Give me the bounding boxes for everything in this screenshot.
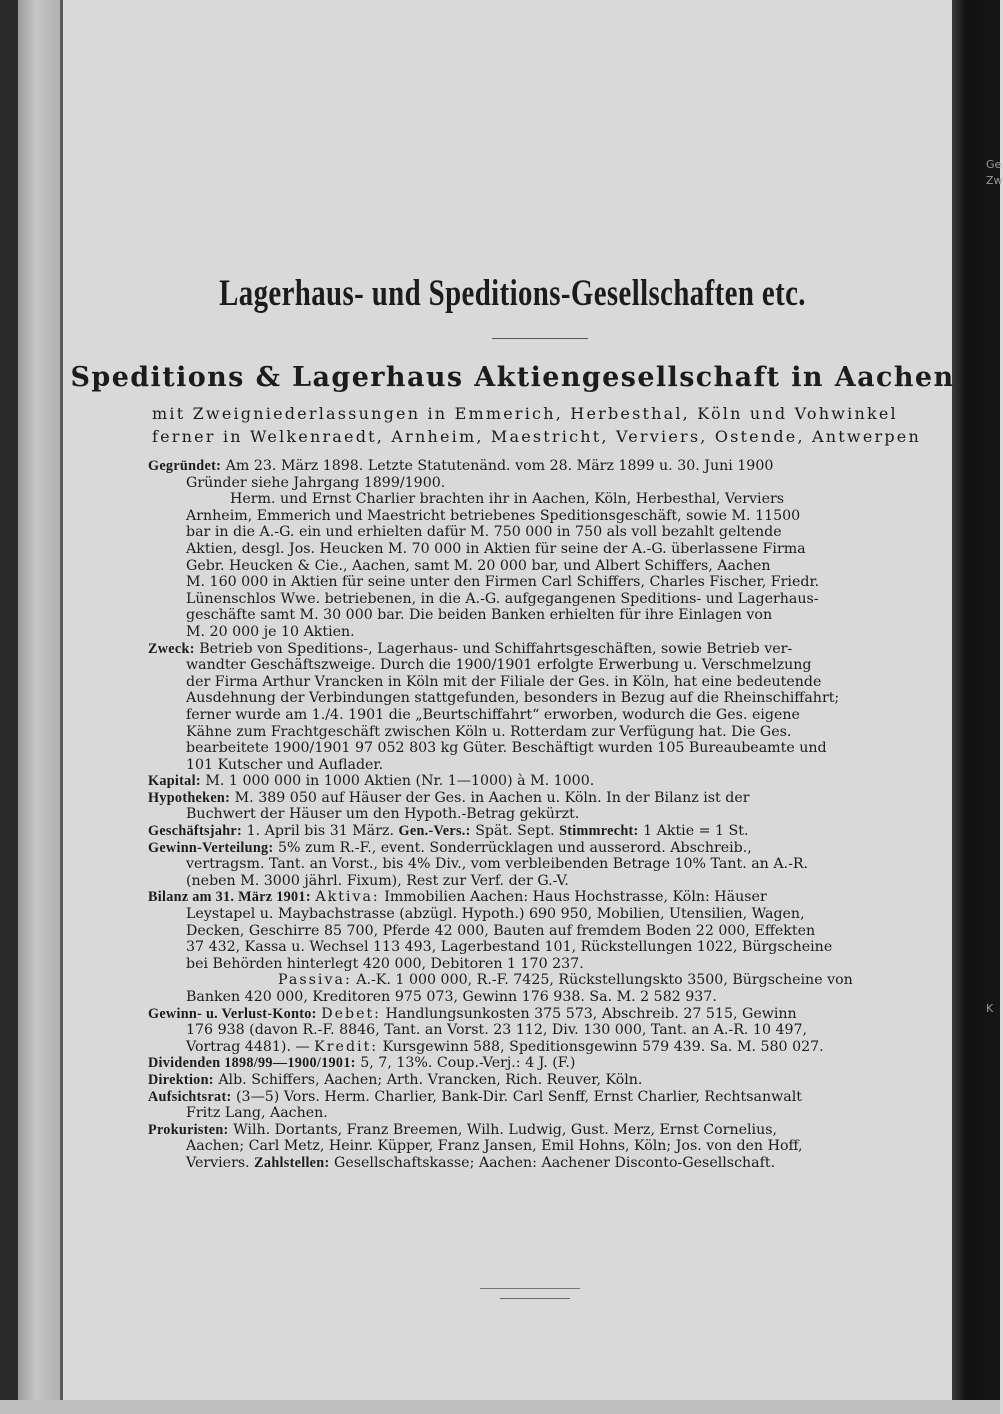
section-label: Zahlstellen: — [254, 1154, 330, 1171]
section-label: Gewinn- u. Verlust-Konto: — [148, 1005, 317, 1022]
scan-edge-right — [952, 0, 1000, 1414]
text-line: der Firma Arthur Vrancken in Köln mit der Filiale der Ges. in Köln, hat eine bedeutende — [186, 673, 822, 690]
section-label: Gen.-Vers.: — [398, 823, 471, 840]
text-line: Gründer siehe Jahrgang 1899/1900. — [186, 474, 446, 491]
text-line: bei Behörden hinterlegt 420 000, Debitoren 1 170 237. — [186, 955, 584, 972]
text-line: Decken, Geschirre 85 700, Pferde 42 000, Bauten auf fremdem Boden 22 000, Effekten — [186, 922, 816, 939]
text-line: M. 160 000 in Aktien für seine unter den Firmen Carl Schiffers, Charles Fischer, Friedr. — [186, 574, 820, 591]
text-line: Verviers. Zahlstellen: Gesellschaftskasse; Aachen: Aachener Disconto-Gesellschaft. — [186, 1154, 776, 1171]
branches-line: ferner in Welkenraedt, Arnheim, Maestricht, Verviers, Ostende, Antwerpen — [152, 427, 921, 446]
text-line: Arnheim, Emmerich und Maestricht betriebenes Speditionsgeschäft, sowie M. 11500 — [186, 507, 801, 524]
section-label: Dividenden 1898/99—1900/1901: — [148, 1055, 356, 1072]
text-line: M. 20 000 je 10 Aktien. — [186, 623, 355, 640]
dividends-line: Dividenden 1898/99—1900/1901: 5, 7, 13%. Coup.-Verj.: 4 J. (F.) — [148, 1055, 576, 1072]
balance-line: Bilanz am 31. März 1901: Aktiva: Immobilien Aachen: Haus Hochstrasse, Köln: Häuser — [148, 889, 767, 906]
text-line: Leystapel u. Maybachstrasse (abzügl. Hypoth.) 690 950, Mobilien, Utensilien, Wagen, — [186, 906, 805, 923]
text-line: Fritz Lang, Aachen. — [186, 1105, 328, 1122]
company-heading: Speditions & Lagerhaus Aktiengesellschaft in Aachen — [70, 362, 955, 393]
book-spine — [18, 0, 62, 1414]
section-label: Zweck: — [148, 640, 195, 657]
profit-distribution-line: Gewinn-Verteilung: 5% zum R.-F., event. Sonderrücklagen und ausserord. Abschreib., — [148, 839, 752, 856]
text-line: 37 432, Kassa u. Wechsel 113 493, Lagerbestand 101, Rückstellungen 1022, Bürgscheine — [186, 939, 833, 956]
text-line: (neben M. 3000 jährl. Fixum), Rest zur Verf. der G.-V. — [186, 872, 569, 889]
end-divider — [500, 1298, 570, 1299]
margin-fragment: K — [986, 1002, 994, 1015]
section-label: Stimmrecht: — [559, 823, 639, 840]
section-label: Prokuristen: — [148, 1121, 229, 1138]
text-line: 101 Kutscher und Auflader. — [186, 756, 384, 773]
text-line: Vortrag 4481). — Kredit: Kursgewinn 588, Speditionsgewinn 579 439. Sa. M. 580 027. — [186, 1038, 824, 1055]
text-line: geschäfte samt M. 30 000 bar. Die beiden Banken erhielten für ihre Einlagen von — [186, 607, 773, 624]
text-line: 176 938 (davon R.-F. 8846, Tant. an Vorst. 23 112, Div. 130 000, Tant. an A.-R. 10 497, — [186, 1022, 808, 1039]
purpose-line: Zweck: Betrieb von Speditions-, Lagerhaus- und Schiffahrtsgeschäften, sowie Betrieb ver- — [148, 640, 793, 657]
management-line: Direktion: Alb. Schiffers, Aachen; Arth. Vrancken, Rich. Reuver, Köln. — [148, 1071, 643, 1088]
text-line: bearbeitete 1900/1901 97 052 803 kg Güter. Beschäftigt wurden 105 Bureaubeamte und — [186, 740, 827, 757]
section-label: Hypotheken: — [148, 789, 231, 806]
company-entry — [148, 458, 956, 1172]
text-line: Buchwert der Häuser um den Hypoth.-Betrag gekürzt. — [186, 806, 580, 823]
section-label: Gewinn-Verteilung: — [148, 839, 274, 856]
text-line: Ausdehnung der Verbindungen stattgefunden, besonders in Bezug auf die Rheinschiffahrt; — [186, 690, 840, 707]
section-label: Aufsichtsrat: — [148, 1088, 232, 1105]
supervisory-board-line: Aufsichtsrat: (3—5) Vors. Herm. Charlier, Bank-Dir. Carl Senff, Ernst Charlier, Rechtsanwalt — [148, 1088, 802, 1105]
margin-fragment: Zw — [986, 174, 1003, 187]
spine-rule — [60, 0, 63, 1414]
text-line: Lünenschlos Wwe. betriebenen, in die A.-G. aufgegangenen Speditions- und Lagerhaus- — [186, 590, 819, 607]
mortgages-line: Hypotheken: M. 389 050 auf Häuser der Ges. in Aachen u. Köln. In der Bilanz ist der — [148, 789, 750, 806]
scan-edge-left — [0, 0, 18, 1414]
text-line: Gebr. Heucken & Cie., Aachen, samt M. 20 000 bar, und Albert Schiffers, Aachen — [186, 557, 771, 574]
text-line: Herm. und Ernst Charlier brachten ihr in Aachen, Köln, Herbesthal, Verviers — [230, 491, 785, 508]
text-line: Kähne zum Frachtgeschäft zwischen Köln u. Rotterdam zur Verfügung hat. Die Ges. — [186, 723, 792, 740]
founded-line: Gegründet: Am 23. März 1898. Letzte Statutenänd. vom 28. März 1899 u. 30. Juni 1900 — [148, 458, 774, 474]
text-line: Banken 420 000, Kreditoren 975 073, Gewinn 176 938. Sa. M. 2 582 937. — [186, 989, 717, 1005]
section-label: Bilanz am 31. März 1901: — [148, 889, 311, 906]
text-line: bar in die A.-G. ein und erhielten dafür M. 750 000 in 750 als voll bezahlt geltende — [186, 524, 782, 541]
text-line: Aachen; Carl Metz, Heinr. Küpper, Franz Jansen, Emil Hohns, Köln; Jos. von den Hoff, — [186, 1138, 803, 1155]
text-line: vertragsm. Tant. an Vorst., bis 4% Div., vom verbleibenden Betrage 10% Tant. an A.-R. — [186, 856, 809, 873]
text-line: Passiva: A.-K. 1 000 000, R.-F. 7425, Rückstellungskto 3500, Bürgscheine von — [278, 972, 853, 989]
page-title: Lagerhaus- und Speditions-Gesellschaften etc. — [219, 273, 806, 314]
profit-loss-line: Gewinn- u. Verlust-Konto: Debet: Handlungsunkosten 375 573, Abschreib. 27 515, Gewinn — [148, 1005, 797, 1022]
text-line: Aktien, desgl. Jos. Heucken M. 70 000 in Aktien für seine der A.-G. überlassene Firma — [186, 540, 806, 557]
section-label: Gegründet: — [148, 458, 222, 474]
document-page — [70, 0, 955, 1414]
margin-fragment: Ge — [986, 158, 1002, 171]
section-label: Kapital: — [148, 773, 201, 790]
title-divider — [492, 338, 588, 339]
section-label: Direktion: — [148, 1071, 214, 1088]
end-divider — [480, 1288, 580, 1289]
section-label: Geschäftsjahr: — [148, 823, 243, 840]
text-line: ferner wurde am 1./4. 1901 die „Beurtschiffahrt“ erworben, wodurch die Ges. eigene — [186, 706, 800, 723]
branches-line: mit Zweigniederlassungen in Emmerich, Herbesthal, Köln und Vohwinkel — [152, 404, 898, 423]
text-line: wandter Geschäftszweige. Durch die 1900/1901 erfolgte Erwerbung u. Verschmelzung — [186, 657, 812, 674]
capital-line: Kapital: M. 1 000 000 in 1000 Aktien (Nr. 1—1000) à M. 1000. — [148, 773, 595, 790]
fiscal-year-line: Geschäftsjahr: 1. April bis 31 März. Gen.-Vers.: Spät. Sept. Stimmrecht: 1 Aktie = 1 St. — [148, 823, 749, 840]
authorized-signatories-line: Prokuristen: Wilh. Dortants, Franz Breemen, Wilh. Ludwig, Gust. Merz, Ernst Cornelius, — [148, 1121, 778, 1138]
